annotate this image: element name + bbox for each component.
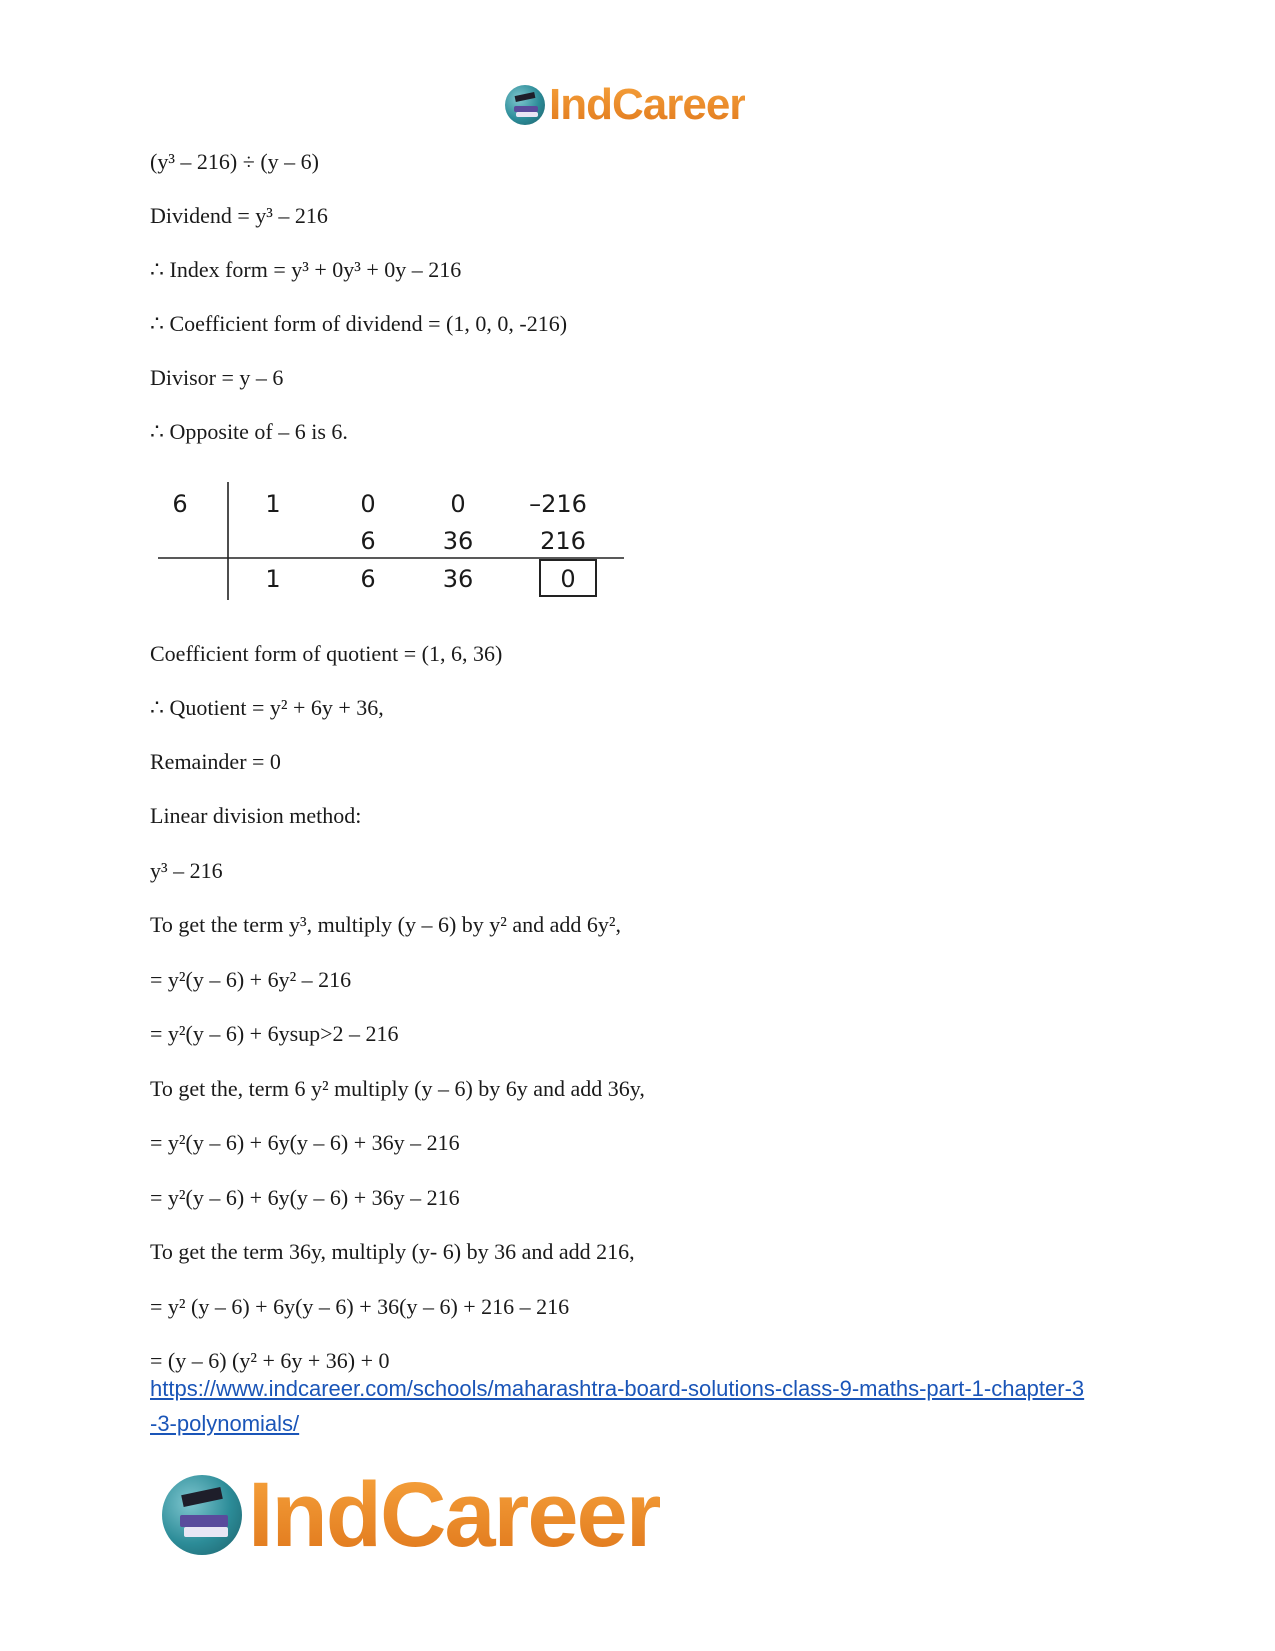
text-line: (y³ – 216) ÷ (y – 6) [150, 149, 319, 174]
text-line: = (y – 6) (y² + 6y + 36) + 0 [150, 1348, 390, 1373]
source-link-continuation[interactable]: -3-polynomials/ [150, 1411, 300, 1436]
table-cell: 216 [540, 527, 586, 555]
table-cell: 6 [360, 565, 376, 593]
header-logo [505, 80, 745, 130]
footer-logo [162, 1464, 660, 1566]
table-cell: 36 [442, 565, 474, 593]
header-logo-text: IndCareer [549, 80, 746, 129]
text-line: = y²(y – 6) + 6ysup>2 – 216 [150, 1021, 399, 1046]
source-link[interactable]: https://www.indcareer.com/schools/maharashtra-board-solutions-class-9-maths-part-1-chapter-3 [150, 1376, 1085, 1401]
text-line: ∴ Opposite of – 6 is 6. [150, 419, 348, 444]
remainder-cell: 0 [560, 565, 576, 593]
text-line: = y²(y – 6) + 6y(y – 6) + 36y – 216 [150, 1130, 460, 1155]
graduation-book-icon [162, 1475, 242, 1555]
table-cell: 0 [360, 490, 376, 518]
text-line: Dividend = y³ – 216 [150, 203, 328, 228]
table-cell: 6 [360, 527, 376, 555]
text-line: To get the term 36y, multiply (y- 6) by 36 and add 216, [150, 1239, 635, 1264]
text-line: ∴ Index form = y³ + 0y³ + 0y – 216 [150, 257, 462, 282]
footer-logo-text: IndCareer [248, 1464, 660, 1566]
text-line: = y²(y – 6) + 6y² – 216 [150, 967, 352, 992]
text-line: Linear division method: [150, 803, 362, 828]
text-line: = y² (y – 6) + 6y(y – 6) + 36(y – 6) + 216 – 216 [150, 1294, 570, 1319]
text-line: To get the, term 6 y² multiply (y – 6) by 6y and add 36y, [150, 1076, 645, 1101]
text-line: = y²(y – 6) + 6y(y – 6) + 36y – 216 [150, 1185, 460, 1210]
text-line: Remainder = 0 [150, 749, 281, 774]
table-cell: 1 [265, 565, 281, 593]
text-line: ∴ Quotient = y² + 6y + 36, [150, 695, 384, 720]
text-line: y³ – 216 [150, 858, 223, 883]
text-line: To get the term y³, multiply (y – 6) by y² and add 6y², [150, 912, 622, 937]
table-cell: –216 [529, 490, 587, 518]
synthetic-division-table [158, 482, 628, 604]
text-line: Coefficient form of quotient = (1, 6, 36) [150, 641, 503, 666]
text-line: Divisor = y – 6 [150, 365, 284, 390]
table-cell: 0 [450, 490, 466, 518]
table-cell: 36 [442, 527, 474, 555]
text-line: ∴ Coefficient form of dividend = (1, 0, 0, -216) [150, 311, 568, 336]
table-cell: 1 [265, 490, 281, 518]
divisor-value: 6 [172, 490, 188, 518]
graduation-book-icon [505, 85, 545, 125]
